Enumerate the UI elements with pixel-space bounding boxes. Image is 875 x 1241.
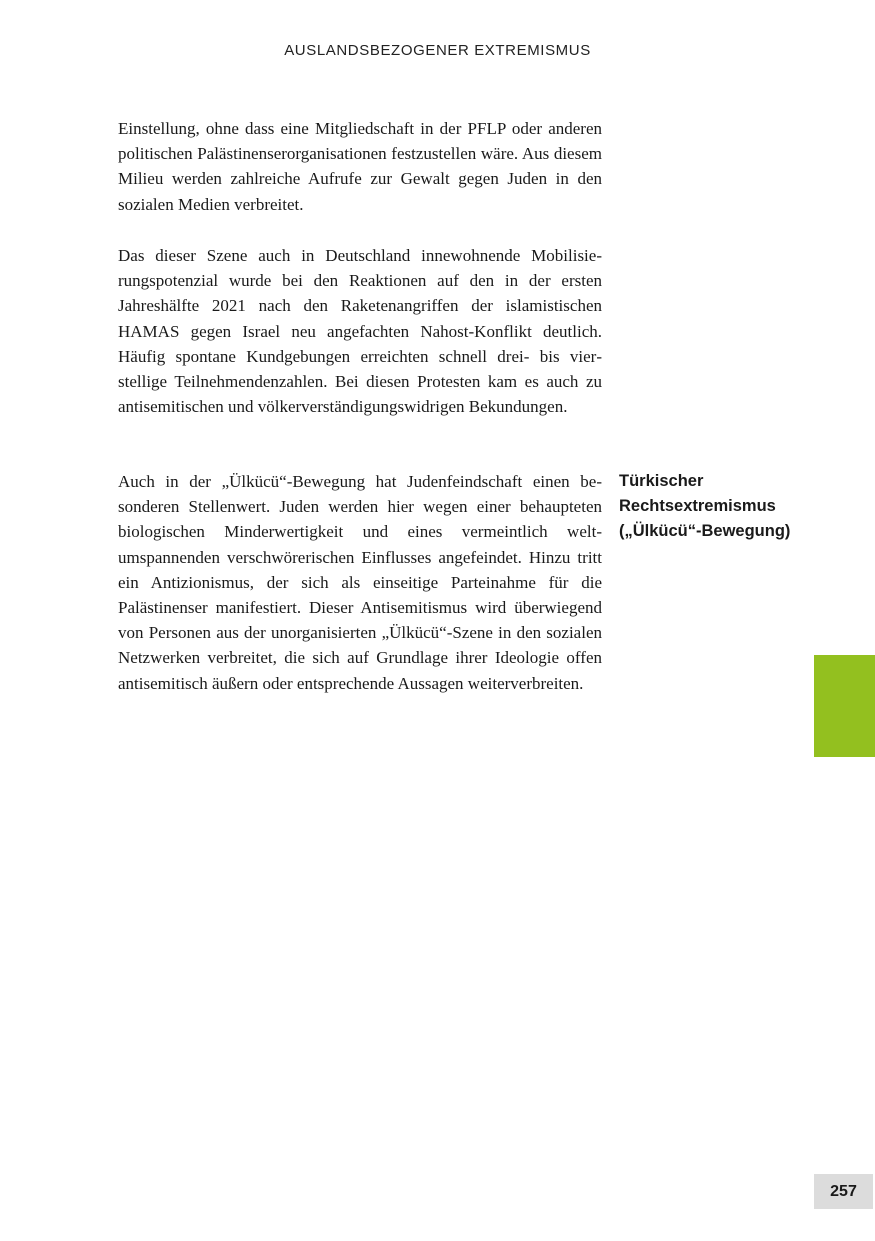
chapter-tab-marker	[814, 655, 875, 757]
margin-heading-line-1: Türkischer	[619, 472, 704, 490]
paragraph-mobilisierungspotenzial: Das dieser Szene auch in Deutschland innewohnende Mobilisierungspotenzial wurde bei den Reaktionen auf den in der ersten Jahreshälfte 2021 nach den Raketenangriffen der islamistischen HAMAS gegen Israel neu angefachten Nahost-Konflikt deutlich. Häufig spontane Kundgebungen erreichten schnell drei- bis vierstellige Teilnehmendenzahlen. Bei diesen Protesten kam es auch zu antisemitischen und völkerverständigungswidrigen Bekundungen.	[118, 246, 602, 417]
paragraph-uelkuecue-bewegung: Auch in der „Ülkücü“-Bewegung hat Judenfeindschaft einen besonderen Stellenwert. Juden werden hier wegen einer behaupteten biologischen Minderwertigkeit und eines vermeintlich weltumspannenden verschwörerischen Einflusses angefeindet. Hinzu tritt ein Antizionismus, der sich als einseitige Parteinahme für die Palästinenser manifestiert. Dieser Antisemitismus wird überwiegend von Personen aus der unorganisierten „Ülkücü“-Szene in den sozialen Netzwerken verbreitet, die sich auf Grundlage ihrer Ideologie offen antisemitisch äußern oder entsprechende Aussagen weiterverbreiten.	[118, 472, 602, 693]
margin-heading-line-2: Rechtsextremismus	[619, 497, 776, 516]
page-number: 257	[830, 1182, 857, 1200]
running-header: AUSLANDSBEZOGENER EXTREMISMUS	[284, 42, 591, 59]
margin-heading-line-3: („Ülkücü“-Bewegung)	[619, 522, 791, 541]
page-number-box	[814, 1174, 873, 1209]
margin-heading	[619, 469, 859, 545]
paragraph-pflp-milieu: Einstellung, ohne dass eine Mitgliedschaft in der PFLP oder anderen politischen Palästinenserorganisationen festzustellen wäre. Aus diesem Milieu werden zahlreiche Aufrufe zur Gewalt gegen Juden in den sozialen Medien verbreitet.	[118, 119, 602, 214]
